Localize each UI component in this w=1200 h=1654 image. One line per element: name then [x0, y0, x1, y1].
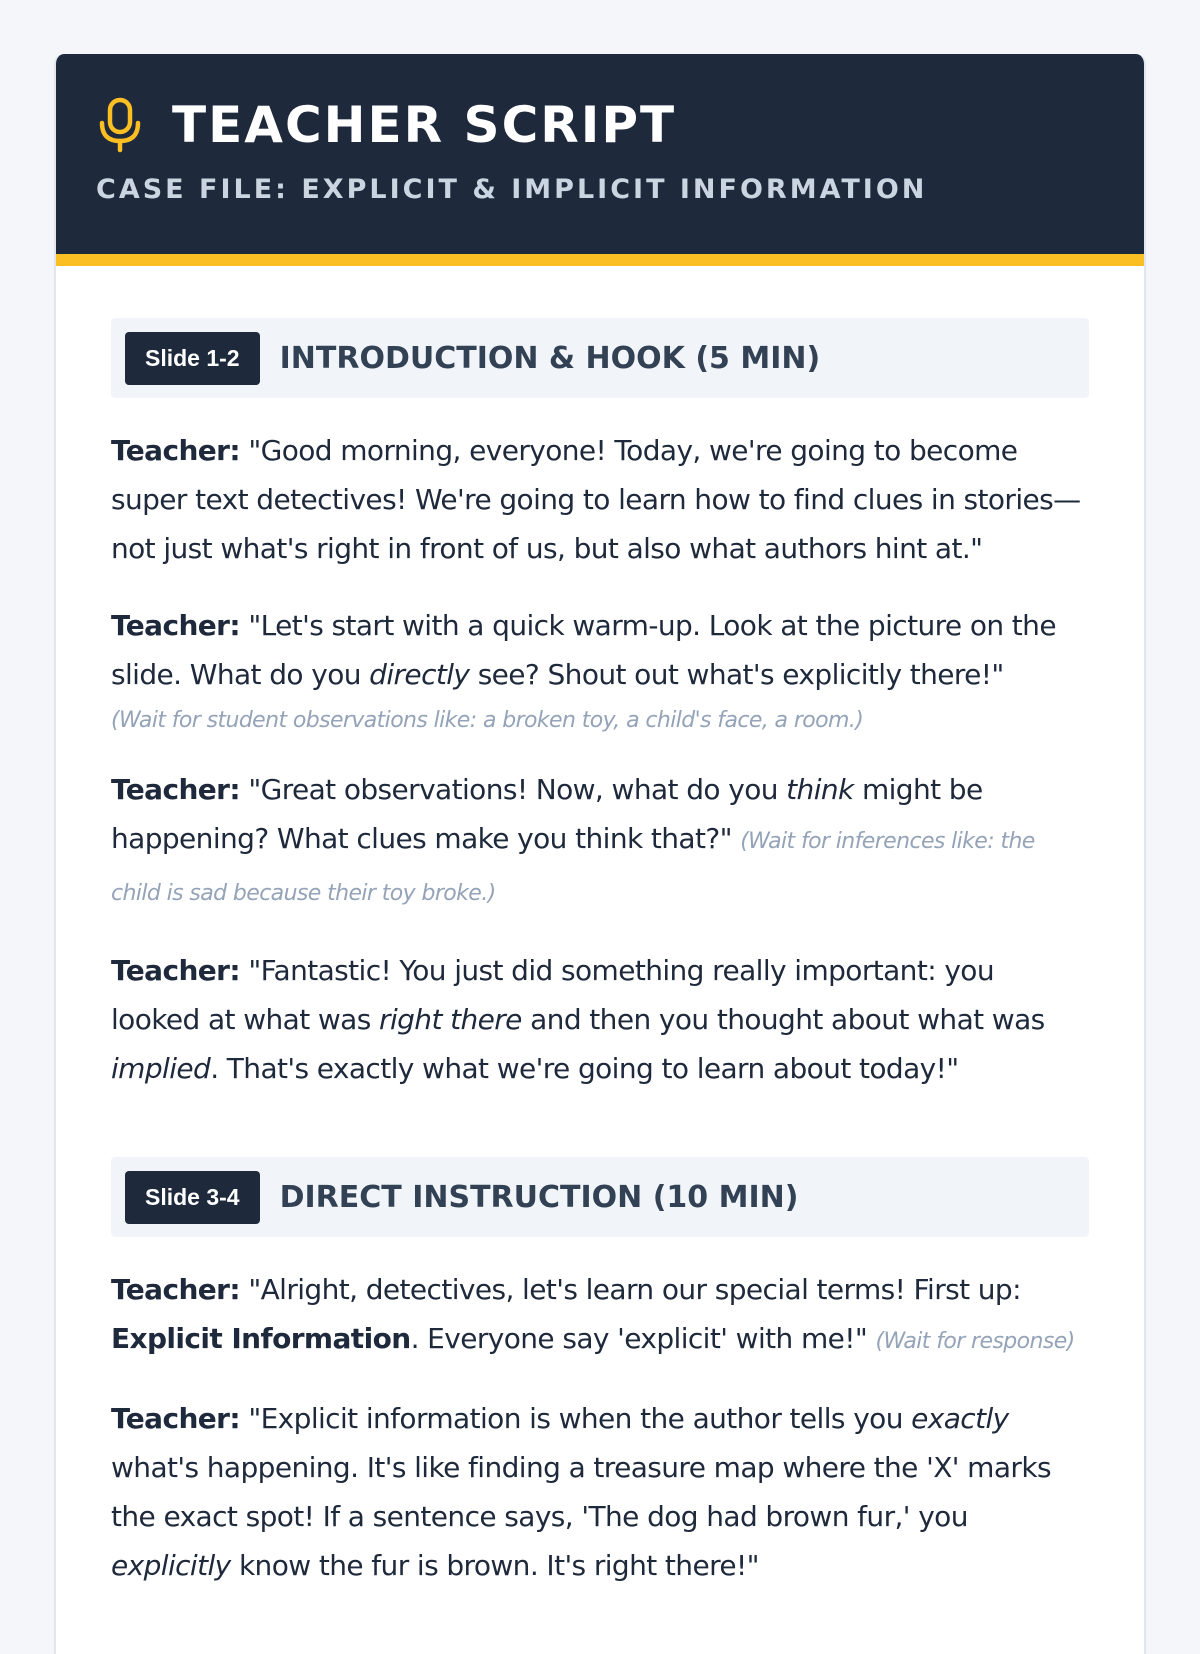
line-text: "Good morning, everyone! Today, we're going to become super text detectives! We're going to learn how to find clues in stories—not just what's right in front of us, but also what authors hint at.": [111, 434, 1081, 565]
line-text: what's happening. It's like finding a treasure map where the 'X' marks the exact spot! If a sentence says, 'The dog had brown fur,' you: [111, 1451, 1051, 1533]
line-text: know the fur is brown. It's right there!": [230, 1549, 759, 1582]
line-text: might be happening? What clues make you think that?": [111, 773, 983, 855]
speaker-label: Teacher:: [111, 434, 240, 467]
key-term: Explicit Information: [111, 1322, 411, 1355]
section-title: DIRECT INSTRUCTION (10 MIN): [279, 1179, 799, 1215]
line-text: "Alright, detectives, let's learn our special terms! First up:: [248, 1273, 1021, 1306]
stage-direction: (Wait for inferences like: the child is sad because their toy broke.): [111, 829, 1035, 906]
emphasis: implied: [111, 1052, 211, 1085]
title-row: [98, 96, 676, 154]
script-line: [111, 946, 1089, 1093]
speaker-label: Teacher:: [111, 609, 240, 642]
line-text: . That's exactly what we're going to learn about today!": [210, 1052, 959, 1085]
page-title: TEACHER SCRIPT: [172, 96, 677, 154]
header: [56, 54, 1144, 266]
speaker-label: Teacher:: [111, 954, 240, 987]
script-line: [111, 1265, 1089, 1366]
emphasis: directly: [369, 658, 470, 691]
line-text: and then you thought about what was: [521, 1003, 1045, 1036]
line-text: . Everyone say 'explicit' with me!": [410, 1322, 868, 1355]
microphone-icon: [98, 97, 142, 153]
section-header: [111, 1157, 1089, 1237]
speaker-label: Teacher:: [111, 1273, 240, 1306]
emphasis: exactly: [911, 1402, 1009, 1435]
script-content: [56, 266, 1144, 1590]
slide-badge: Slide 3-4: [125, 1171, 260, 1224]
script-card: [54, 54, 1146, 1654]
section-title: INTRODUCTION & HOOK (5 MIN): [279, 340, 821, 376]
slide-badge: Slide 1-2: [125, 332, 260, 385]
line-text: "Let's start with a quick warm-up. Look at the picture on the slide. What do you: [111, 609, 1056, 691]
line-text: see? Shout out what's explicitly there!": [469, 658, 1004, 691]
emphasis: think: [786, 773, 854, 806]
section-header: [111, 318, 1089, 398]
script-line: [111, 1394, 1089, 1590]
line-text: "Explicit information is when the author tells you: [248, 1402, 912, 1435]
speaker-label: Teacher:: [111, 773, 240, 806]
stage-direction: (Wait for student observations like: a broken toy, a child's face, a room.): [111, 708, 864, 733]
script-line: [111, 765, 1089, 918]
line-text: "Fantastic! You just did something really important: you looked at what was: [111, 954, 994, 1036]
speaker-label: Teacher:: [111, 1402, 240, 1435]
stage-direction: (Wait for response): [875, 1329, 1075, 1354]
line-text: "Great observations! Now, what do you: [248, 773, 787, 806]
script-line: [111, 601, 1089, 737]
emphasis: right there: [379, 1003, 522, 1036]
script-line: [111, 426, 1089, 573]
page-subtitle: CASE FILE: EXPLICIT & IMPLICIT INFORMATION: [96, 174, 928, 205]
emphasis: explicitly: [111, 1549, 231, 1582]
